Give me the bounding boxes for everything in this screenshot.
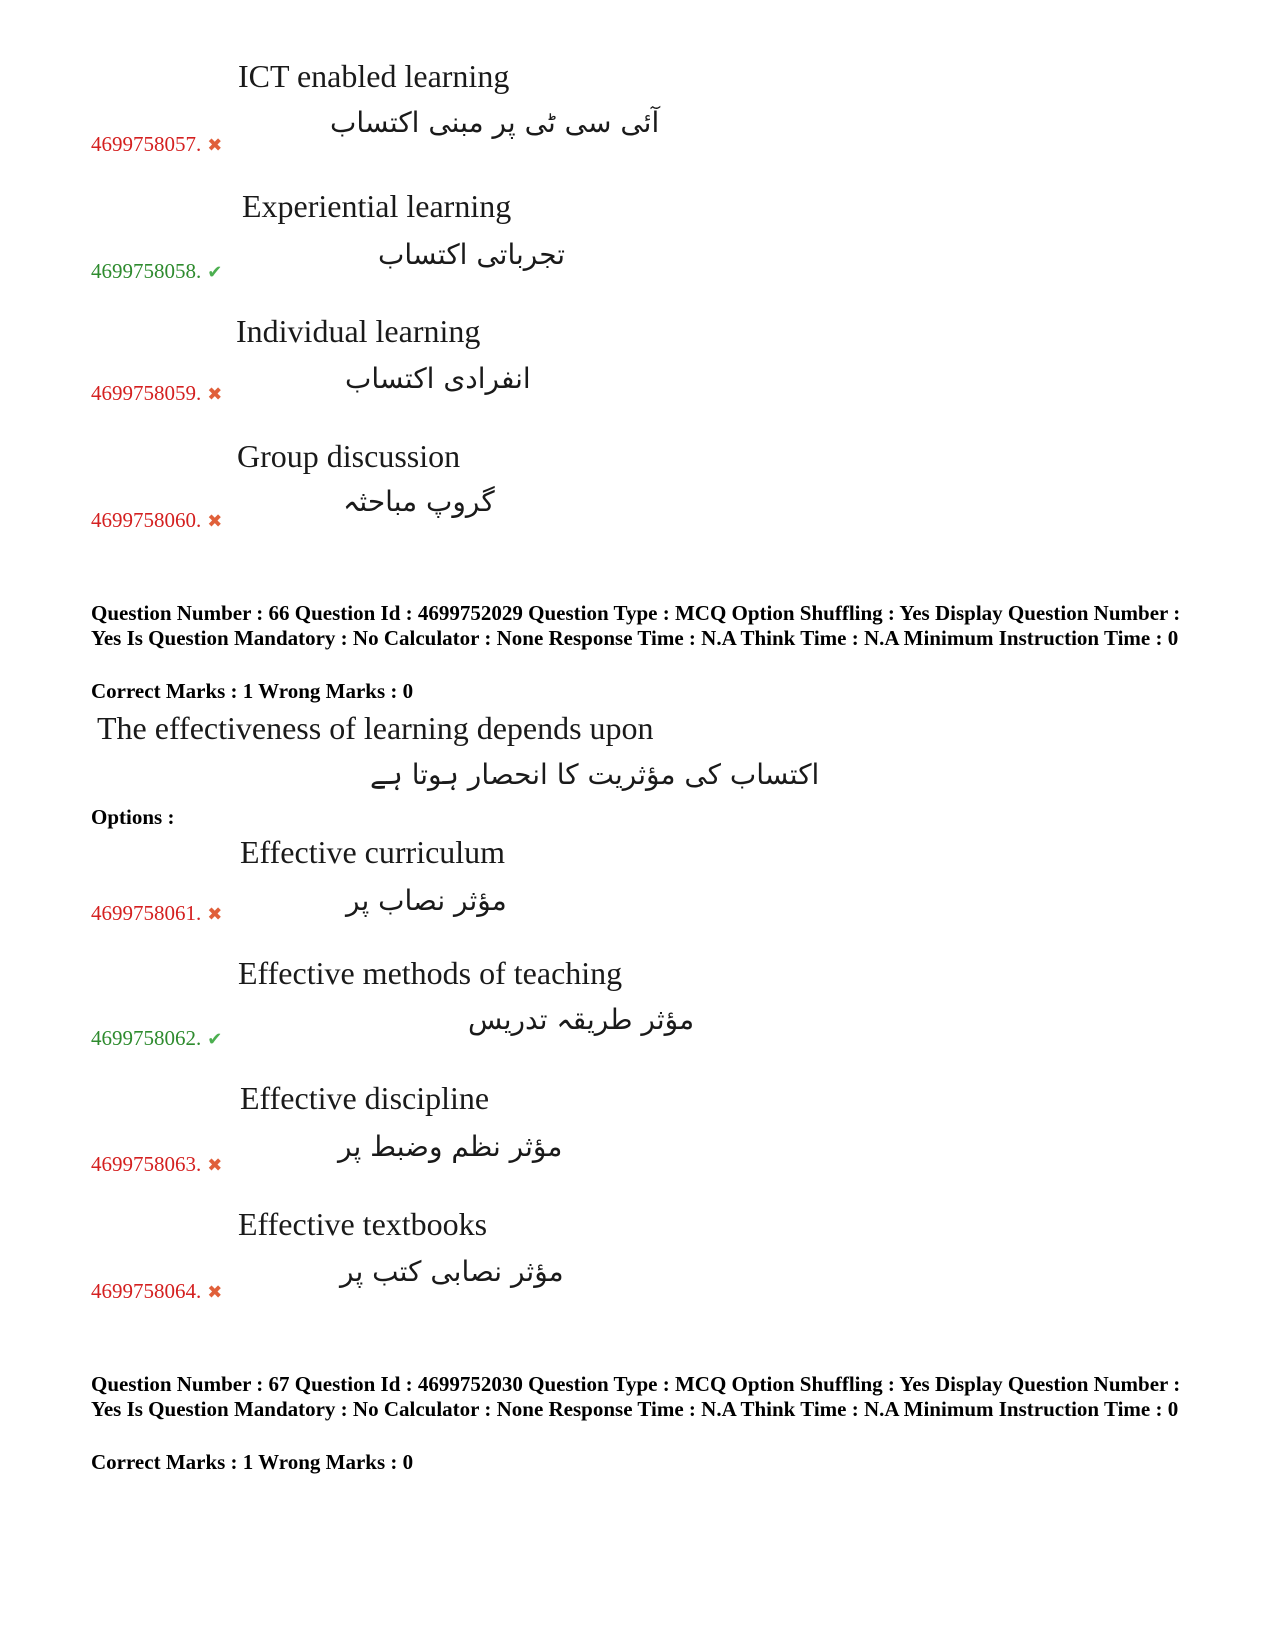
option-id-number: 4699758063.	[91, 1152, 202, 1176]
option-id	[91, 259, 222, 284]
option-id-number: 4699758059.	[91, 381, 202, 405]
correct-check-icon: ✔	[207, 1029, 223, 1049]
option-text-ur: انفرادی اکتساب	[345, 362, 531, 395]
option-id-number: 4699758064.	[91, 1279, 202, 1303]
option-id	[91, 132, 222, 157]
option-text-en: Experiential learning	[242, 188, 512, 224]
option-text-ur: مؤثر نصابی کتب پر	[340, 1255, 564, 1288]
question-text-ur: اکتساب کی مؤثریت کا انحصار ہوتا ہے	[370, 758, 820, 791]
option-id-number: 4699758058.	[91, 259, 202, 283]
option-id-number: 4699758061.	[91, 901, 202, 925]
option-text-ur: مؤثر نظم وضبط پر	[338, 1130, 563, 1163]
option-text-en: Effective methods of teaching	[238, 955, 623, 991]
option-text-ur: تجرباتی اکتساب	[378, 238, 566, 271]
options-label: Options :	[91, 805, 175, 829]
option-text-en: Effective discipline	[240, 1080, 490, 1116]
option-text-ur: گروپ مباحثہ	[343, 485, 495, 518]
option-text-ur: مؤثر نصاب پر	[346, 884, 507, 917]
wrong-mark-icon: ✖	[207, 904, 223, 924]
wrong-mark-icon: ✖	[207, 135, 223, 155]
option-text-en: Group discussion	[237, 438, 461, 474]
option-id	[91, 508, 222, 533]
wrong-mark-icon: ✖	[207, 1282, 223, 1302]
option-text-ur: مؤثر طریقہ تدریس	[468, 1003, 695, 1036]
option-text-ur: آئی سی ٹی پر مبنی اکتساب	[330, 106, 660, 139]
wrong-mark-icon: ✖	[207, 1155, 223, 1175]
correct-check-icon: ✔	[207, 262, 223, 282]
question-meta: Question Number : 66 Question Id : 4699752029 Question Type : MCQ Option Shuffling : Yes Display Question Number : Yes Is Question Mandatory : No Calculator : None Response Time : N.A Think Time : N.A Minimum Instruction Time : 0	[91, 601, 1181, 650]
option-text-en: Effective curriculum	[240, 834, 506, 870]
option-text-en: Effective textbooks	[238, 1206, 488, 1242]
question-meta: Question Number : 67 Question Id : 4699752030 Question Type : MCQ Option Shuffling : Yes Display Question Number : Yes Is Question Mandatory : No Calculator : None Response Time : N.A Think Time : N.A Minimum Instruction Time : 0	[91, 1372, 1181, 1421]
option-id-number: 4699758060.	[91, 508, 202, 532]
wrong-mark-icon: ✖	[207, 384, 223, 404]
option-id	[91, 1279, 222, 1304]
option-text-en: Individual learning	[236, 313, 481, 349]
option-id-number: 4699758057.	[91, 132, 202, 156]
question-text-en: The effectiveness of learning depends upon	[97, 710, 654, 746]
option-id	[91, 381, 222, 406]
question-marks: Correct Marks : 1 Wrong Marks : 0	[91, 1450, 414, 1474]
option-id	[91, 1026, 222, 1051]
wrong-mark-icon: ✖	[207, 511, 223, 531]
option-id	[91, 901, 222, 926]
question-marks: Correct Marks : 1 Wrong Marks : 0	[91, 679, 414, 703]
option-text-en: ICT enabled learning	[238, 58, 510, 94]
option-id	[91, 1152, 222, 1177]
option-id-number: 4699758062.	[91, 1026, 202, 1050]
